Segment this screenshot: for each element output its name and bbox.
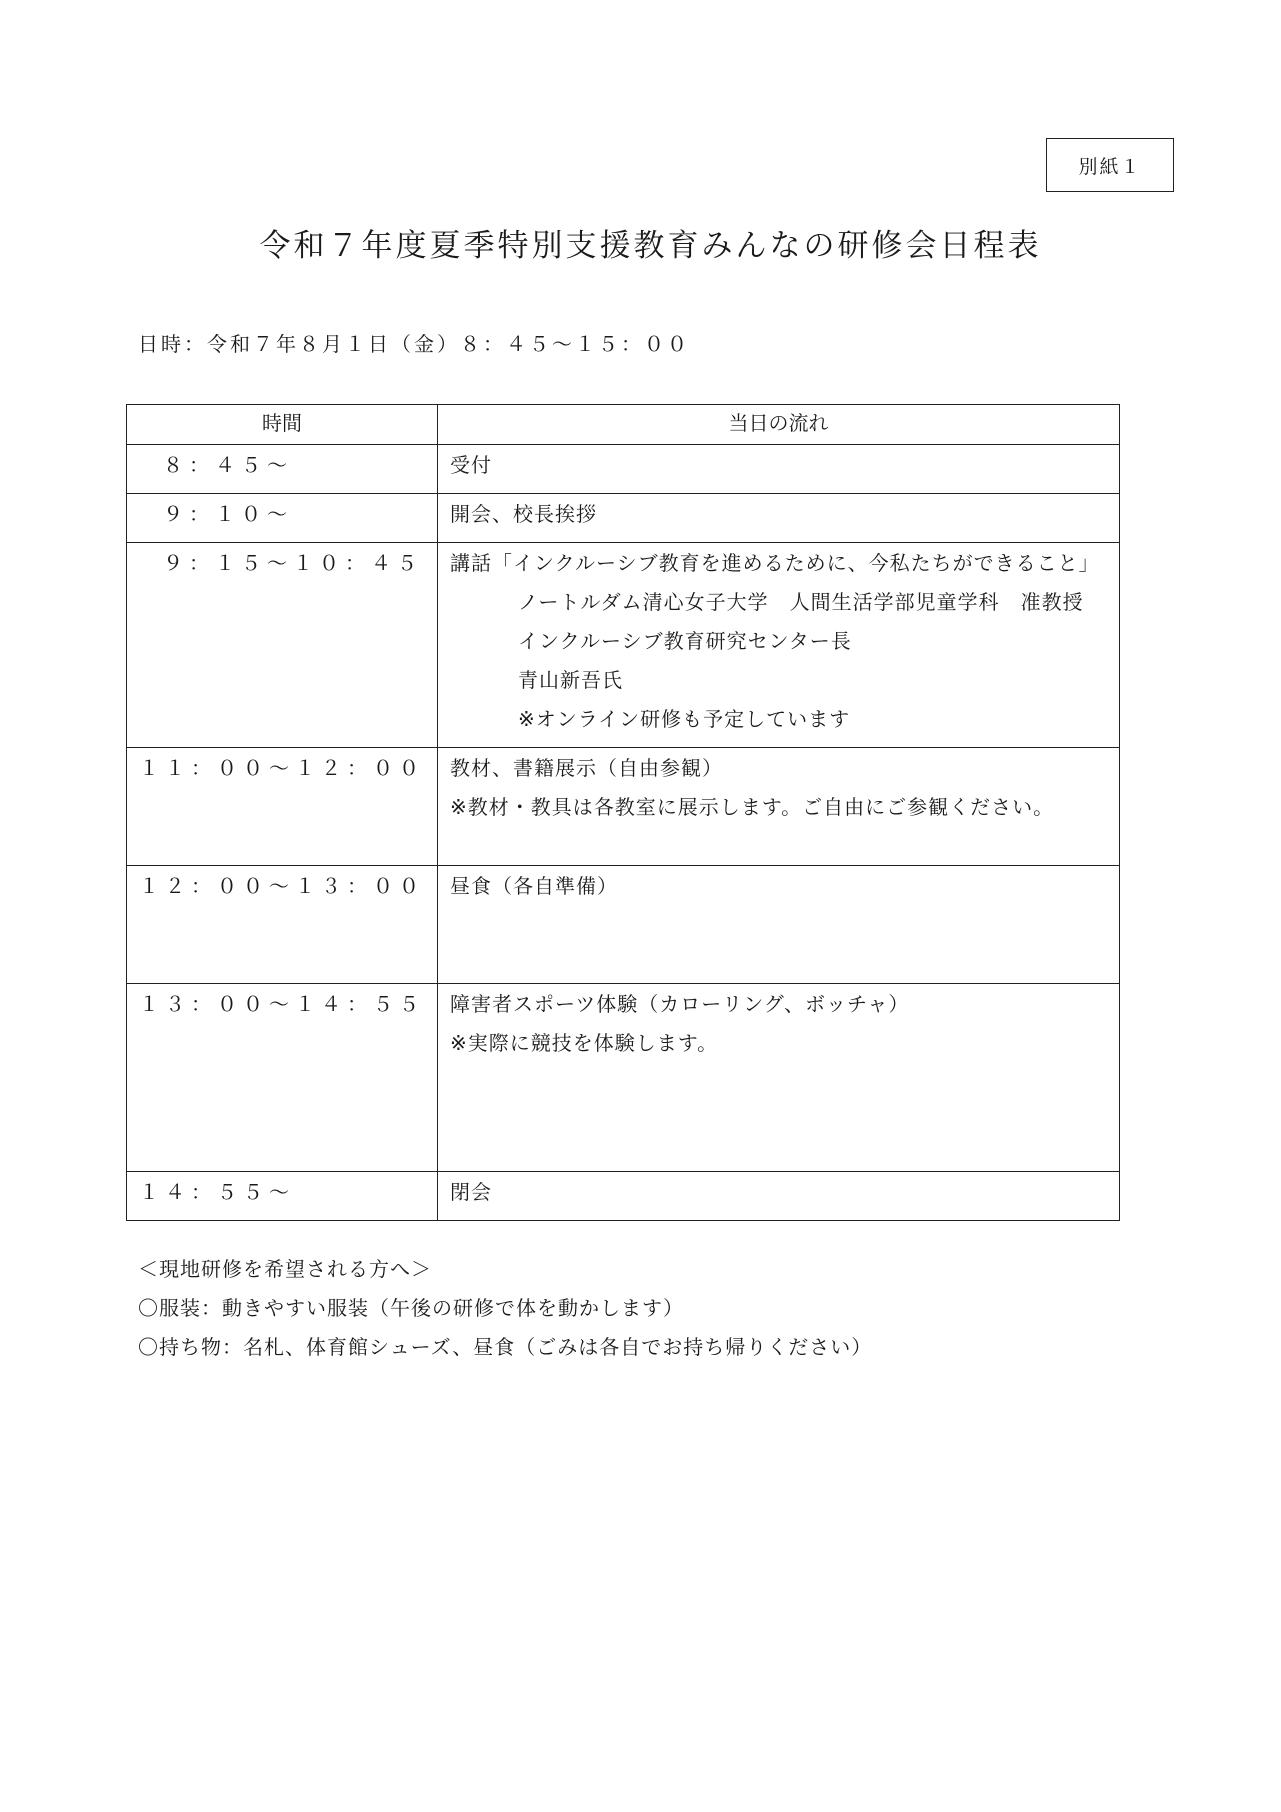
activity-line: 障害者スポーツ体験（カローリング、ボッチャ）: [450, 992, 910, 1016]
table-row: [127, 748, 1120, 866]
speaker-name: 青山新吾氏: [518, 668, 623, 692]
row-time: １３：００～１４：５５: [127, 984, 438, 1172]
activity-line: 閉会: [450, 1180, 492, 1204]
row-time: １１：００～１２：００: [127, 748, 438, 866]
activity-line: 開会、校長挨拶: [450, 502, 597, 526]
schedule-table: [126, 404, 1120, 1221]
activity-note: ※教材・教具は各教室に展示します。ご自由にご参観ください。: [450, 795, 1055, 819]
activity-note: ※実際に競技を体験します。: [450, 1031, 719, 1055]
activity-line: 教材、書籍展示（自由参観）: [450, 756, 723, 780]
table-row: [127, 866, 1120, 984]
row-activity: [438, 748, 1120, 866]
document-title: 令和７年度夏季特別支援教育みんなの研修会日程表: [259, 228, 1042, 264]
online-note: ※オンライン研修も予定しています: [518, 707, 851, 731]
onsite-notes: [138, 1250, 872, 1367]
row-time: １２：００～１３：００: [127, 866, 438, 984]
table-row: [127, 543, 1120, 748]
note-belongings: 〇持ち物：名札、体育館シューズ、昼食（ごみは各自でお持ち帰りください）: [138, 1335, 873, 1359]
event-datetime: 日時：令和７年８月１日（金）８：４５～１５：００: [138, 332, 690, 356]
table-header-row: [127, 405, 1120, 445]
header-time: 時間: [127, 405, 438, 445]
lecture-title: 講話「インクルーシブ教育を進めるために、今私たちができること」: [450, 551, 1100, 575]
row-time: １４：５５～: [127, 1172, 438, 1221]
activity-line: 受付: [450, 453, 492, 477]
row-time: ９：１５～１０：４５: [127, 543, 438, 748]
speaker-affiliation: ノートルダム清心女子大学 人間生活学部児童学科 准教授: [518, 590, 1084, 614]
note-clothing: 〇服装：動きやすい服装（午後の研修で体を動かします）: [138, 1296, 684, 1320]
attachment-label: 別紙１: [1046, 138, 1174, 192]
row-time: ８：４５～: [127, 445, 438, 494]
row-activity: [438, 543, 1120, 748]
speaker-position: インクルーシブ教育研究センター長: [518, 629, 852, 653]
row-activity: [438, 445, 1120, 494]
table-row: [127, 1172, 1120, 1221]
row-activity: [438, 1172, 1120, 1221]
row-activity: [438, 984, 1120, 1172]
header-activity: 当日の流れ: [438, 405, 1120, 445]
table-row: [127, 494, 1120, 543]
row-activity: [438, 866, 1120, 984]
table-row: [127, 445, 1120, 494]
table-row: [127, 984, 1120, 1172]
row-time: ９：１０～: [127, 494, 438, 543]
notes-heading: ＜現地研修を希望される方へ＞: [138, 1257, 432, 1281]
activity-line: 昼食（各自準備）: [450, 874, 618, 898]
row-activity: [438, 494, 1120, 543]
